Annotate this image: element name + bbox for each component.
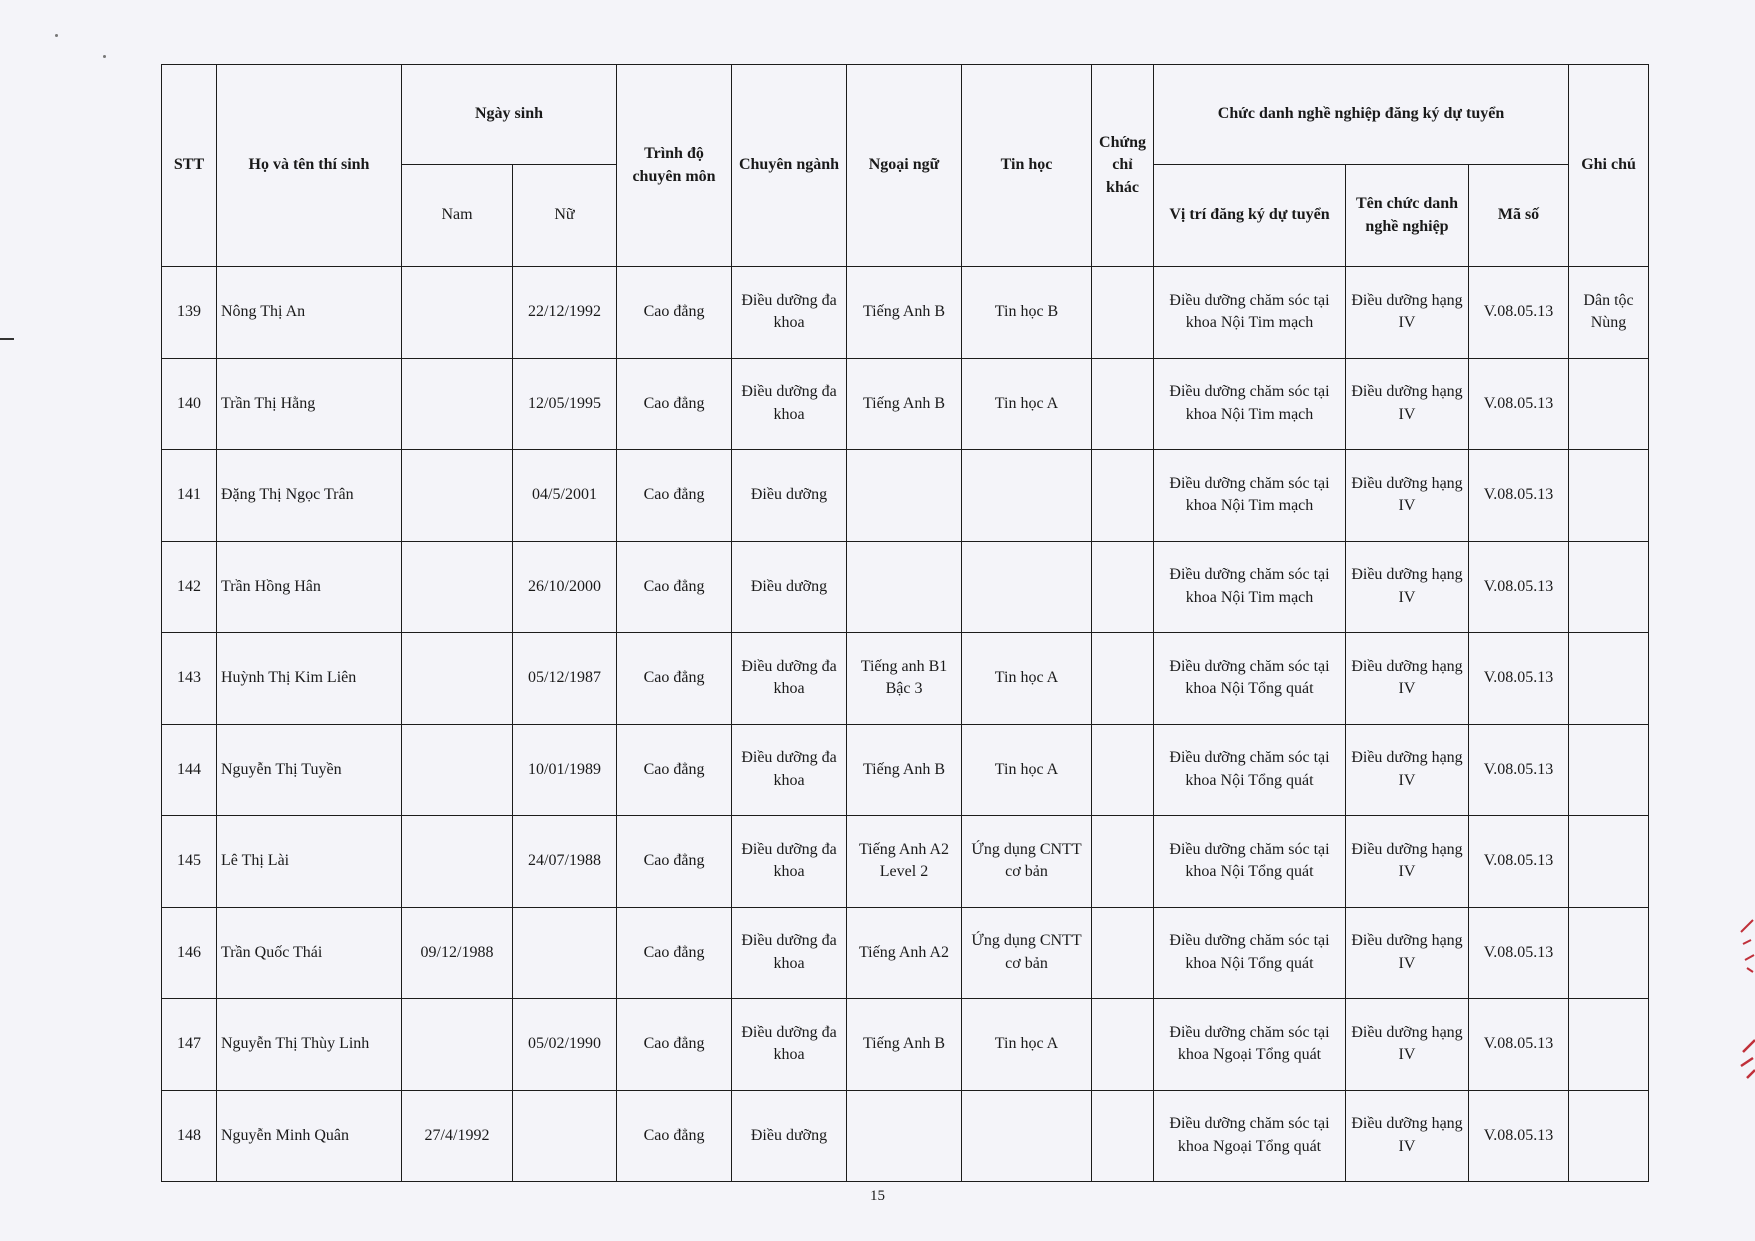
cell-dob-female: 05/12/1987 <box>513 633 617 725</box>
cell-other-cert <box>1092 358 1154 450</box>
table-row <box>162 267 1649 359</box>
cell-major: Điều dưỡng đa khoa <box>732 724 847 816</box>
cell-position: Điều dưỡng chăm sóc tại khoa Nội Tổng quát <box>1154 816 1346 908</box>
cell-position: Điều dưỡng chăm sóc tại khoa Nội Tổng quát <box>1154 633 1346 725</box>
cell-stt: 146 <box>162 907 217 999</box>
table-row <box>162 450 1649 542</box>
cell-stt: 144 <box>162 724 217 816</box>
header-it: Tin học <box>962 65 1092 267</box>
header-language: Ngoại ngữ <box>847 65 962 267</box>
table-row <box>162 724 1649 816</box>
cell-note <box>1569 541 1649 633</box>
cell-title: Điều dưỡng hạng IV <box>1346 450 1469 542</box>
cell-level: Cao đẳng <box>617 724 732 816</box>
cell-dob-female <box>513 907 617 999</box>
cell-dob-male <box>402 633 513 725</box>
cell-note <box>1569 633 1649 725</box>
cell-code: V.08.05.13 <box>1469 633 1569 725</box>
header-level: Trình độ chuyên môn <box>617 65 732 267</box>
header-dob: Ngày sinh <box>402 65 617 165</box>
cell-stt: 142 <box>162 541 217 633</box>
header-title: Tên chức danh nghề nghiệp <box>1346 165 1469 267</box>
cell-name: Nông Thị An <box>217 267 402 359</box>
cell-level: Cao đẳng <box>617 541 732 633</box>
cell-stt: 140 <box>162 358 217 450</box>
cell-other-cert <box>1092 541 1154 633</box>
cell-note: Dân tộc Nùng <box>1569 267 1649 359</box>
cell-position: Điều dưỡng chăm sóc tại khoa Nội Tổng quát <box>1154 907 1346 999</box>
cell-dob-female: 22/12/1992 <box>513 267 617 359</box>
cell-title: Điều dưỡng hạng IV <box>1346 999 1469 1091</box>
cell-title: Điều dưỡng hạng IV <box>1346 816 1469 908</box>
header-dob-male: Nam <box>402 165 513 267</box>
cell-title: Điều dưỡng hạng IV <box>1346 358 1469 450</box>
table-row <box>162 1090 1649 1182</box>
header-major: Chuyên ngành <box>732 65 847 267</box>
cell-dob-male <box>402 358 513 450</box>
cell-name: Trần Quốc Thái <box>217 907 402 999</box>
cell-note <box>1569 724 1649 816</box>
cell-dob-male <box>402 267 513 359</box>
cell-level: Cao đẳng <box>617 633 732 725</box>
cell-code: V.08.05.13 <box>1469 541 1569 633</box>
cell-name: Trần Thị Hằng <box>217 358 402 450</box>
cell-major: Điều dưỡng <box>732 450 847 542</box>
cell-it: Tin học B <box>962 267 1092 359</box>
cell-stt: 147 <box>162 999 217 1091</box>
cell-it: Tin học A <box>962 633 1092 725</box>
header-code: Mã số <box>1469 165 1569 267</box>
cell-level: Cao đẳng <box>617 816 732 908</box>
cell-other-cert <box>1092 724 1154 816</box>
cell-language: Tiếng Anh B <box>847 358 962 450</box>
cell-it: Tin học A <box>962 724 1092 816</box>
cell-position: Điều dưỡng chăm sóc tại khoa Ngoại Tổng quát <box>1154 999 1346 1091</box>
cell-language: Tiếng Anh B <box>847 724 962 816</box>
table-row <box>162 999 1649 1091</box>
cell-language: Tiếng Anh A2 <box>847 907 962 999</box>
cell-language: Tiếng Anh B <box>847 267 962 359</box>
header-name: Họ và tên thí sinh <box>217 65 402 267</box>
cell-major: Điều dưỡng đa khoa <box>732 267 847 359</box>
page-number: 15 <box>870 1188 885 1204</box>
cell-title: Điều dưỡng hạng IV <box>1346 633 1469 725</box>
cell-it <box>962 541 1092 633</box>
candidate-table <box>161 64 1649 1182</box>
cell-dob-male: 09/12/1988 <box>402 907 513 999</box>
cell-code: V.08.05.13 <box>1469 450 1569 542</box>
scan-speck <box>103 55 106 58</box>
cell-stt: 141 <box>162 450 217 542</box>
cell-language: Tiếng anh B1 Bậc 3 <box>847 633 962 725</box>
cell-language <box>847 541 962 633</box>
cell-name: Nguyễn Thị Thùy Linh <box>217 999 402 1091</box>
cell-major: Điều dưỡng đa khoa <box>732 358 847 450</box>
cell-name: Nguyễn Thị Tuyền <box>217 724 402 816</box>
cell-level: Cao đẳng <box>617 999 732 1091</box>
cell-note <box>1569 450 1649 542</box>
cell-major: Điều dưỡng đa khoa <box>732 816 847 908</box>
cell-language <box>847 1090 962 1182</box>
cell-dob-female: 10/01/1989 <box>513 724 617 816</box>
cell-note <box>1569 907 1649 999</box>
cell-dob-female: 04/5/2001 <box>513 450 617 542</box>
header-dob-female: Nữ <box>513 165 617 267</box>
cell-dob-male <box>402 999 513 1091</box>
table-row <box>162 541 1649 633</box>
cell-name: Lê Thị Lài <box>217 816 402 908</box>
cell-name: Nguyễn Minh Quân <box>217 1090 402 1182</box>
table-row <box>162 816 1649 908</box>
header-row-1 <box>162 65 1649 165</box>
table-row <box>162 358 1649 450</box>
cell-level: Cao đẳng <box>617 450 732 542</box>
cell-position: Điều dưỡng chăm sóc tại khoa Ngoại Tổng quát <box>1154 1090 1346 1182</box>
table-row <box>162 907 1649 999</box>
cell-major: Điều dưỡng đa khoa <box>732 633 847 725</box>
cell-stt: 139 <box>162 267 217 359</box>
cell-it: Tin học A <box>962 999 1092 1091</box>
cell-level: Cao đẳng <box>617 907 732 999</box>
header-position: Vị trí đăng ký dự tuyển <box>1154 165 1346 267</box>
cell-it: Ứng dụng CNTT cơ bản <box>962 907 1092 999</box>
cell-position: Điều dưỡng chăm sóc tại khoa Nội Tổng quát <box>1154 724 1346 816</box>
cell-code: V.08.05.13 <box>1469 724 1569 816</box>
cell-dob-male: 27/4/1992 <box>402 1090 513 1182</box>
cell-position: Điều dưỡng chăm sóc tại khoa Nội Tim mạch <box>1154 541 1346 633</box>
cell-other-cert <box>1092 1090 1154 1182</box>
header-note: Ghi chú <box>1569 65 1649 267</box>
scan-edge-mark <box>0 338 14 340</box>
cell-other-cert <box>1092 907 1154 999</box>
cell-stt: 148 <box>162 1090 217 1182</box>
table-row <box>162 633 1649 725</box>
cell-major: Điều dưỡng đa khoa <box>732 999 847 1091</box>
cell-it: Ứng dụng CNTT cơ bản <box>962 816 1092 908</box>
cell-code: V.08.05.13 <box>1469 816 1569 908</box>
cell-major: Điều dưỡng <box>732 541 847 633</box>
header-position-group: Chức danh nghề nghiệp đăng ký dự tuyển <box>1154 65 1569 165</box>
cell-position: Điều dưỡng chăm sóc tại khoa Nội Tim mạch <box>1154 267 1346 359</box>
cell-dob-male <box>402 724 513 816</box>
cell-other-cert <box>1092 267 1154 359</box>
cell-note <box>1569 1090 1649 1182</box>
cell-language <box>847 450 962 542</box>
cell-title: Điều dưỡng hạng IV <box>1346 541 1469 633</box>
cell-title: Điều dưỡng hạng IV <box>1346 1090 1469 1182</box>
cell-dob-female: 24/07/1988 <box>513 816 617 908</box>
cell-dob-female: 26/10/2000 <box>513 541 617 633</box>
cell-other-cert <box>1092 816 1154 908</box>
cell-code: V.08.05.13 <box>1469 267 1569 359</box>
cell-note <box>1569 358 1649 450</box>
cell-level: Cao đẳng <box>617 1090 732 1182</box>
cell-title: Điều dưỡng hạng IV <box>1346 907 1469 999</box>
red-stamp-fragment <box>1737 910 1755 1090</box>
cell-name: Huỳnh Thị Kim Liên <box>217 633 402 725</box>
cell-name: Trần Hồng Hân <box>217 541 402 633</box>
cell-it <box>962 1090 1092 1182</box>
cell-stt: 143 <box>162 633 217 725</box>
cell-code: V.08.05.13 <box>1469 1090 1569 1182</box>
cell-major: Điều dưỡng <box>732 1090 847 1182</box>
cell-major: Điều dưỡng đa khoa <box>732 907 847 999</box>
cell-level: Cao đẳng <box>617 267 732 359</box>
header-other-cert: Chứng chỉ khác <box>1092 65 1154 267</box>
cell-dob-female <box>513 1090 617 1182</box>
cell-dob-female: 12/05/1995 <box>513 358 617 450</box>
cell-it: Tin học A <box>962 358 1092 450</box>
cell-other-cert <box>1092 999 1154 1091</box>
cell-language: Tiếng Anh B <box>847 999 962 1091</box>
cell-code: V.08.05.13 <box>1469 999 1569 1091</box>
cell-dob-male <box>402 541 513 633</box>
cell-language: Tiếng Anh A2 Level 2 <box>847 816 962 908</box>
cell-dob-female: 05/02/1990 <box>513 999 617 1091</box>
cell-code: V.08.05.13 <box>1469 358 1569 450</box>
cell-note <box>1569 999 1649 1091</box>
scan-speck <box>55 34 58 37</box>
cell-name: Đặng Thị Ngọc Trân <box>217 450 402 542</box>
cell-position: Điều dưỡng chăm sóc tại khoa Nội Tim mạch <box>1154 358 1346 450</box>
cell-level: Cao đẳng <box>617 358 732 450</box>
cell-other-cert <box>1092 450 1154 542</box>
cell-it <box>962 450 1092 542</box>
cell-dob-male <box>402 816 513 908</box>
cell-position: Điều dưỡng chăm sóc tại khoa Nội Tim mạch <box>1154 450 1346 542</box>
cell-title: Điều dưỡng hạng IV <box>1346 267 1469 359</box>
cell-other-cert <box>1092 633 1154 725</box>
cell-stt: 145 <box>162 816 217 908</box>
header-stt: STT <box>162 65 217 267</box>
cell-title: Điều dưỡng hạng IV <box>1346 724 1469 816</box>
cell-note <box>1569 816 1649 908</box>
cell-code: V.08.05.13 <box>1469 907 1569 999</box>
cell-dob-male <box>402 450 513 542</box>
